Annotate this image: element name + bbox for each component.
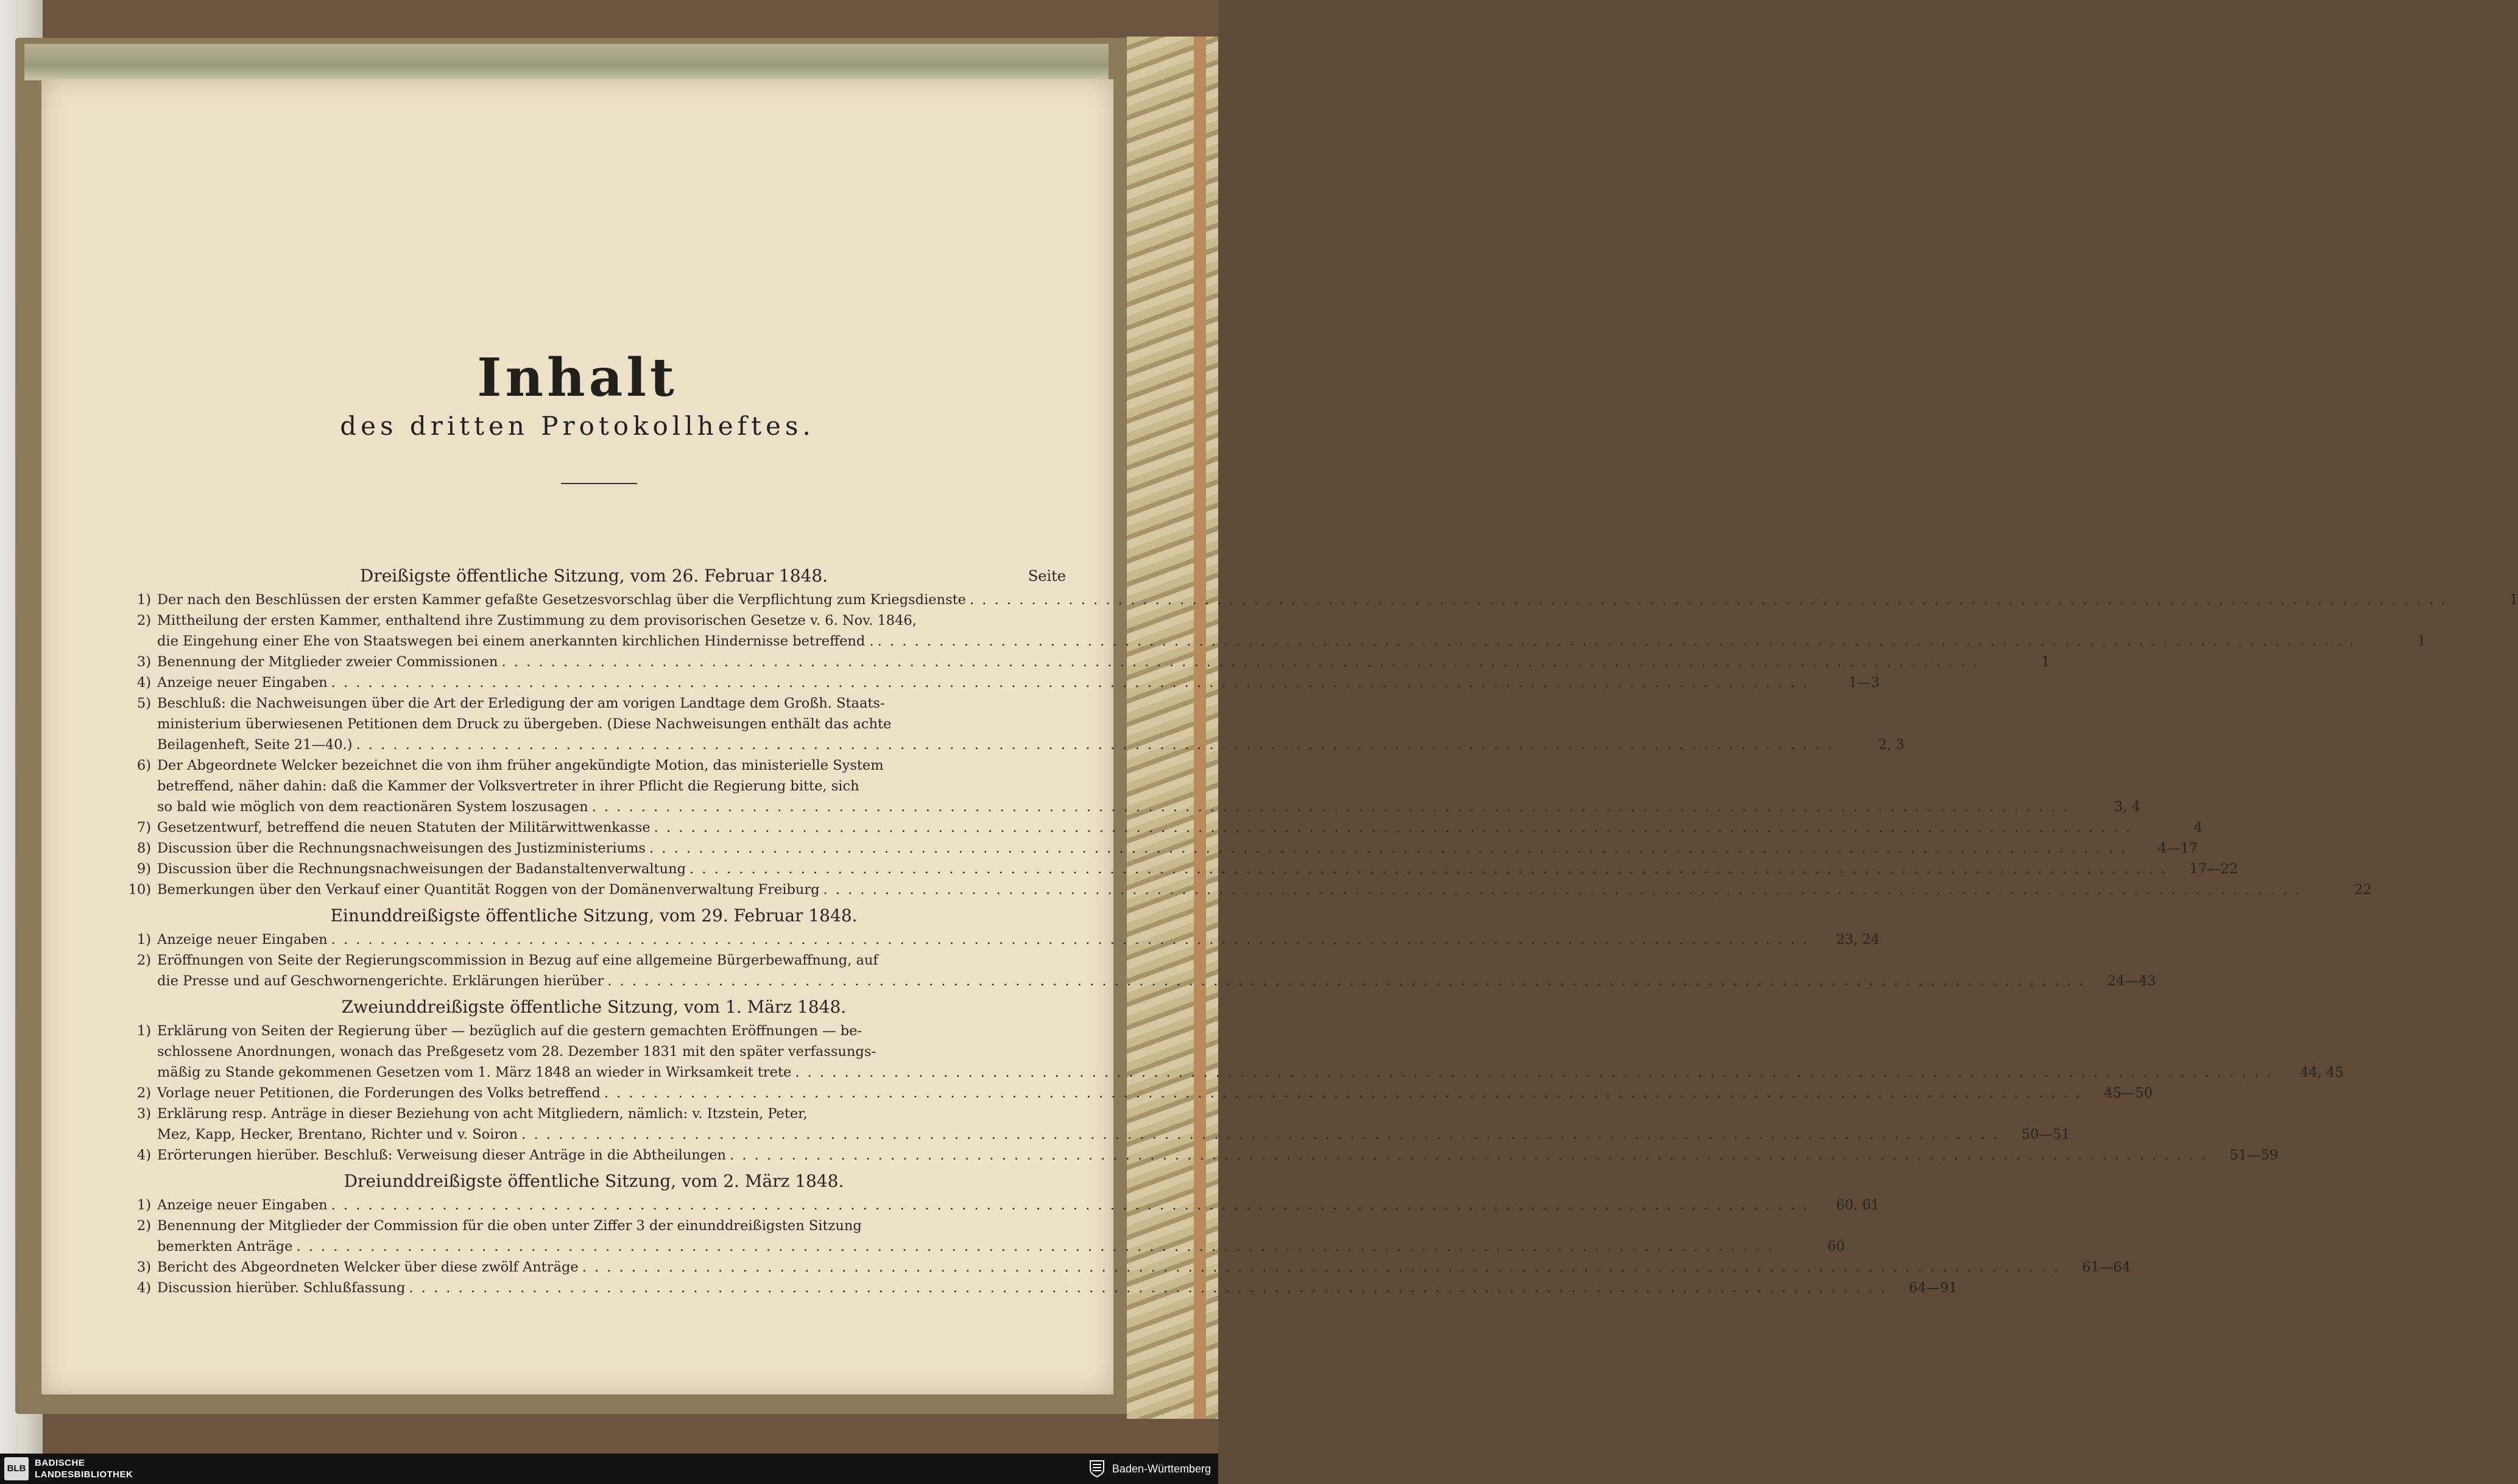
entry-text-line: bemerkten Anträge bbox=[157, 1239, 293, 1254]
page-column-label: Seite bbox=[1028, 568, 1066, 585]
dot-leader: . . . . . . . . . . . . . . . . . . . . . . . . . . . . . . . . . . . . . . . . . . . . . . . . . . . . . . . . . . . . . . . . . . . . . . . . . . . . . . . . . . . . . . . . . . . . . . . . . . . . . . . . . . . . . . . . . . . . . . . . bbox=[649, 840, 2128, 856]
toc-entry bbox=[122, 693, 1905, 755]
section-heading-text: Dreiunddreißigste öffentliche Sitzung, vom 2. März 1848. bbox=[344, 1171, 844, 1191]
entry-text-line: Erörterungen hierüber. Beschluß: Verweisung dieser Anträge in die Abtheilungen bbox=[157, 1147, 727, 1163]
dot-leader: . . . . . . . . . . . . . . . . . . . . . . . . . . . . . . . . . . . . . . . . . . . . . . . . . . . . . . . . . . . . . . . . . . . . . . . . . . . . . . . . . . . . . . . . . . . . . . . . . . . . . . . . . . . . . . . . . . . . . . . . bbox=[331, 932, 1809, 948]
entry-text-line: Discussion hierüber. Schlußfassung bbox=[157, 1280, 406, 1296]
entry-text-line: Mez, Kapp, Hecker, Brentano, Richter und v. Soiron bbox=[157, 1127, 518, 1142]
dot-leader: . . . . . . . . . . . . . . . . . . . . . . . . . . . . . . . . . . . . . . . . . . . . . . . . . . . . . . . . . . . . . . . . . . . . . . . . . . . . . . . . . . . . . . . . . . . . . . . . . . . . . . . . . . . . . . . . . . . . . . . . bbox=[877, 633, 2355, 649]
entry-text-line: Benennung der Mitglieder zweier Commissionen bbox=[157, 654, 498, 670]
coat-of-arms-icon bbox=[1089, 1460, 1105, 1478]
entry-page-ref: 22 bbox=[2354, 882, 2372, 898]
entry-text-line: Bemerkungen über den Verkauf einer Quantität Roggen von der Domänenverwaltung Freiburg bbox=[157, 882, 820, 898]
entry-page-ref: 2, 3 bbox=[1878, 737, 1905, 753]
dot-leader: . . . . . . . . . . . . . . . . . . . . . . . . . . . . . . . . . . . . . . . . . . . . . . . . . . . . . . . . . . . . . . . . . . . . . . . . . . . . . . . . . . . . . . . . . . . . . . . . . . . . . . . . . . . . . . . . . . . . . . . . bbox=[969, 592, 2448, 608]
entry-number: 2) bbox=[136, 1218, 151, 1234]
dot-leader: . . . . . . . . . . . . . . . . . . . . . . . . . . . . . . . . . . . . . . . . . . . . . . . . . . . . . . . . . . . . . . . . . . . . . . . . . . . . . . . . . . . . . . . . . . . . . . . . . . . . . . . . . . . . . . . . . . . . . . . . bbox=[331, 1197, 1809, 1213]
entry-text-line: Anzeige neuer Eingaben bbox=[157, 675, 328, 691]
dot-leader: . . . . . . . . . . . . . . . . . . . . . . . . . . . . . . . . . . . . . . . . . . . . . . . . . . . . . . . . . . . . . . . . . . . . . . . . . . . . . . . . . . . . . . . . . . . . . . . . . . . . . . . . . . . . . . . . . . . . . . . . bbox=[521, 1127, 2000, 1142]
entry-text-line: mäßig zu Stande gekommenen Gesetzen vom 1. März 1848 an wieder in Wirksamkeit trete bbox=[157, 1064, 792, 1080]
book-cover-top-edge bbox=[24, 44, 1109, 80]
toc-entry bbox=[122, 950, 2156, 991]
entry-page-ref: 4—17 bbox=[2157, 840, 2198, 856]
entry-text-line: betreffend, näher dahin: daß die Kammer der Volksvertreter in ihrer Pflicht die Regierung bitte, sich bbox=[157, 778, 859, 794]
entry-page-ref: 23, 24 bbox=[1836, 932, 1880, 948]
dot-leader: . . . . . . . . . . . . . . . . . . . . . . . . . . . . . . . . . . . . . . . . . . . . . . . . . . . . . . . . . . . . . . . . . . . . . . . . . . . . . . . . . . . . . . . . . . . . . . . . . . . . . . . . . . . . . . . . . . . . . . . . bbox=[331, 675, 1809, 691]
entry-number: 6) bbox=[136, 758, 151, 773]
entry-text-line: Gesetzentwurf, betreffend die neuen Statuten der Militärwittwenkasse bbox=[157, 820, 651, 835]
toc-entry bbox=[122, 610, 2426, 652]
toc-entry bbox=[122, 672, 1880, 693]
toc-entry bbox=[122, 838, 2198, 859]
page-title: Inhalt bbox=[477, 347, 678, 409]
entry-text-line: Beilagenheft, Seite 21—40.) bbox=[157, 737, 353, 753]
library-name-line1: BADISCHE bbox=[35, 1458, 85, 1468]
entry-text-line: Eröffnungen von Seite der Regierungscommission in Bezug auf eine allgemeine Bürgerbewaffnung, auf bbox=[157, 952, 878, 968]
entry-number: 3) bbox=[136, 654, 151, 670]
entry-page-ref: 60. 61 bbox=[1836, 1197, 1880, 1213]
entry-number: 4) bbox=[136, 1147, 151, 1163]
dot-leader: . . . . . . . . . . . . . . . . . . . . . . . . . . . . . . . . . . . . . . . . . . . . . . . . . . . . . . . . . . . . . . . . . . . . . . . . . . . . . . . . . . . . . . . . . . . . . . . . . . . . . . . . . . . . . . . . . . . . . . . . bbox=[604, 1085, 2082, 1101]
entry-number: 5) bbox=[136, 695, 151, 711]
entry-number: 2) bbox=[136, 1085, 151, 1101]
entry-page-ref: 1 bbox=[2509, 592, 2518, 608]
entry-text-line: Beschluß: die Nachweisungen über die Art der Erledigung der am vorigen Landtage dem Großh. Staats- bbox=[157, 695, 885, 711]
toc-entry bbox=[122, 879, 2372, 900]
entry-text-line: Der nach den Beschlüssen der ersten Kammer gefaßte Gesetzesvorschlag über die Verpflichtung zum Kriegsdienste bbox=[157, 592, 966, 608]
entry-page-ref: 45—50 bbox=[2104, 1085, 2153, 1101]
section-heading-text: Dreißigste öffentliche Sitzung, vom 26. Februar 1848. bbox=[359, 566, 828, 586]
entry-page-ref: 1 bbox=[2417, 633, 2426, 649]
entry-number: 2) bbox=[136, 613, 151, 628]
entry-text-line: Bericht des Abgeordneten Welcker über diese zwölf Anträge bbox=[157, 1259, 579, 1275]
entry-text-line: Der Abgeordnete Welcker bezeichnet die von ihm früher angekündigte Motion, das ministerielle System bbox=[157, 758, 884, 773]
entry-page-ref: 1 bbox=[2041, 654, 2050, 670]
toc-entry bbox=[122, 817, 2203, 838]
dot-leader: . . . . . . . . . . . . . . . . . . . . . . . . . . . . . . . . . . . . . . . . . . . . . . . . . . . . . . . . . . . . . . . . . . . . . . . . . . . . . . . . . . . . . . . . . . . . . . . . . . . . . . . . . . . . . . . . . . . . . . . . bbox=[409, 1280, 1887, 1296]
table-of-contents bbox=[122, 560, 2518, 1298]
dot-leader: . . . . . . . . . . . . . . . . . . . . . . . . . . . . . . . . . . . . . . . . . . . . . . . . . . . . . . . . . . . . . . . . . . . . . . . . . . . . . . . . . . . . . . . . . . . . . . . . . . . . . . . . . . . . . . . . . . . . . . . . bbox=[591, 799, 2070, 815]
dot-leader: . . . . . . . . . . . . . . . . . . . . . . . . . . . . . . . . . . . . . . . . . . . . . . . . . . . . . . . . . . . . . . . . . . . . . . . . . . . . . . . . . . . . . . . . . . . . . . . . . . . . . . . . . . . . . . . . . . . . . . . . bbox=[607, 973, 2086, 989]
entry-number: 1) bbox=[136, 1197, 151, 1213]
entry-page-ref: 61—64 bbox=[2082, 1259, 2131, 1275]
dot-leader: . . . . . . . . . . . . . . . . . . . . . . . . . . . . . . . . . . . . . . . . . . . . . . . . . . . . . . . . . . . . . . . . . . . . . . . . . . . . . . . . . . . . . . . . . . . . . . . . . . . . . . . . . . . . . . . . . . . . . . . . bbox=[795, 1064, 2273, 1080]
dot-leader: . . . . . . . . . . . . . . . . . . . . . . . . . . . . . . . . . . . . . . . . . . . . . . . . . . . . . . . . . . . . . . . . . . . . . . . . . . . . . . . . . . . . . . . . . . . . . . . . . . . . . . . . . . . . . . . . . . . . . . . . bbox=[296, 1239, 1774, 1254]
dot-leader: . . . . . . . . . . . . . . . . . . . . . . . . . . . . . . . . . . . . . . . . . . . . . . . . . . . . . . . . . . . . . . . . . . . . . . . . . . . . . . . . . . . . . . . . . . . . . . . . . . . . . . . . . . . . . . . . . . . . . . . . bbox=[582, 1259, 2061, 1275]
section-heading-text: Einunddreißigste öffentliche Sitzung, vom 29. Februar 1848. bbox=[330, 906, 858, 926]
toc-entry bbox=[122, 1257, 2131, 1278]
entry-number: 10) bbox=[128, 882, 151, 898]
toc-entry bbox=[122, 1103, 2070, 1145]
toc-entry bbox=[122, 1145, 2279, 1166]
entry-page-ref: 1—3 bbox=[1848, 675, 1880, 691]
entry-page-ref: 24—43 bbox=[2107, 973, 2156, 989]
section-heading bbox=[122, 902, 1066, 929]
entry-text-line: Anzeige neuer Eingaben bbox=[157, 1197, 328, 1213]
entry-text-line: die Eingehung einer Ehe von Staatswegen bei einem anerkannten kirchlichen Hindernisse betreffend . bbox=[157, 633, 874, 649]
entry-number: 2) bbox=[136, 952, 151, 968]
entry-text-line: Discussion über die Rechnungsnachweisungen des Justizministeriums bbox=[157, 840, 646, 856]
library-name[interactable] bbox=[35, 1457, 133, 1480]
entry-number: 1) bbox=[136, 932, 151, 948]
entry-text-line: Anzeige neuer Eingaben bbox=[157, 932, 328, 948]
entry-number: 3) bbox=[136, 1259, 151, 1275]
dot-leader: . . . . . . . . . . . . . . . . . . . . . . . . . . . . . . . . . . . . . . . . . . . . . . . . . . . . . . . . . . . . . . . . . . . . . . . . . . . . . . . . . . . . . . . . . . . . . . . . . . . . . . . . . . . . . . . . . . . . . . . . bbox=[730, 1147, 2208, 1163]
entry-text-line: so bald wie möglich von dem reactionären System loszusagen bbox=[157, 799, 588, 815]
entry-text-line: Vorlage neuer Petitionen, die Forderungen des Volks betreffend bbox=[157, 1085, 601, 1101]
entry-number: 7) bbox=[136, 820, 151, 835]
section-heading bbox=[122, 994, 1066, 1021]
viewer-footer-bar bbox=[0, 1454, 1218, 1484]
toc-entry bbox=[122, 1278, 1958, 1298]
entry-page-ref: 60 bbox=[1827, 1239, 1845, 1254]
entry-number: 3) bbox=[136, 1106, 151, 1122]
entry-number: 1) bbox=[136, 1023, 151, 1039]
dot-leader: . . . . . . . . . . . . . . . . . . . . . . . . . . . . . . . . . . . . . . . . . . . . . . . . . . . . . . . . . . . . . . . . . . . . . . . . . . . . . . . . . . . . . . . . . . . . . . . . . . . . . . . . . . . . . . . . . . . . . . . . bbox=[356, 737, 1834, 753]
section-heading-text: Zweiunddreißigste öffentliche Sitzung, vom 1. März 1848. bbox=[341, 997, 847, 1017]
entry-page-ref: 64—91 bbox=[1908, 1280, 1958, 1296]
title-rule bbox=[561, 483, 637, 484]
section-heading bbox=[122, 1168, 1066, 1195]
entry-text-line: Discussion über die Rechnungsnachweisungen der Badanstaltenverwaltung bbox=[157, 861, 686, 877]
toc-entry bbox=[122, 929, 1880, 950]
toc-entry bbox=[122, 1021, 2344, 1083]
dot-leader: . . . . . . . . . . . . . . . . . . . . . . . . . . . . . . . . . . . . . . . . . . . . . . . . . . . . . . . . . . . . . . . . . . . . . . . . . . . . . . . . . . . . . . . . . . . . . . . . . . . . . . . . . . . . . . . . . . . . . . . . bbox=[654, 820, 2132, 835]
entry-page-ref: 51—59 bbox=[2229, 1147, 2279, 1163]
toc-entry bbox=[122, 1195, 1880, 1215]
entry-number: 4) bbox=[136, 675, 151, 691]
entry-text-line: Erklärung von Seiten der Regierung über — bezüglich auf die gestern gemachten Eröffnungen — be- bbox=[157, 1023, 862, 1039]
toc-entry bbox=[122, 755, 2140, 817]
entry-text-line: Mittheilung der ersten Kammer, enthaltend ihre Zustimmung zu dem provisorischen Gesetze v. 6. Nov. 1846, bbox=[157, 613, 917, 628]
toc-entry bbox=[122, 652, 2050, 672]
entry-page-ref: 50—51 bbox=[2021, 1127, 2070, 1142]
toc-entry bbox=[122, 1215, 1845, 1257]
dot-leader: . . . . . . . . . . . . . . . . . . . . . . . . . . . . . . . . . . . . . . . . . . . . . . . . . . . . . . . . . . . . . . . . . . . . . . . . . . . . . . . . . . . . . . . . . . . . . . . . . . . . . . . . . . . . . . . . . . . . . . . . bbox=[823, 882, 2301, 898]
toc-entry bbox=[122, 859, 2238, 879]
entry-page-ref: 4 bbox=[2193, 820, 2203, 835]
entry-text-line: ministerium überwiesenen Petitionen dem Druck zu übergeben. (Diese Nachweisungen enthält das achte bbox=[157, 716, 892, 732]
entry-text-line: Benennung der Mitglieder der Commission für die oben unter Ziffer 3 der einunddreißigsten Sitzung bbox=[157, 1218, 862, 1234]
entry-number: 8) bbox=[136, 840, 151, 856]
entry-number: 9) bbox=[136, 861, 151, 877]
dot-leader: . . . . . . . . . . . . . . . . . . . . . . . . . . . . . . . . . . . . . . . . . . . . . . . . . . . . . . . . . . . . . . . . . . . . . . . . . . . . . . . . . . . . . . . . . . . . . . . . . . . . . . . . . . . . . . . . . . . . . . . . bbox=[501, 654, 1980, 670]
blb-logo[interactable]: BLB bbox=[4, 1457, 29, 1480]
entry-page-ref: 3, 4 bbox=[2114, 799, 2140, 815]
partner-name[interactable]: Baden-Württemberg bbox=[1112, 1463, 1211, 1475]
book-page bbox=[41, 79, 2518, 1394]
section-heading bbox=[122, 563, 1066, 589]
toc-entry bbox=[122, 1083, 2153, 1103]
entry-text-line: schlossene Anordnungen, wonach das Preßgesetz vom 28. Dezember 1831 mit den später verfassungs- bbox=[157, 1044, 876, 1060]
entry-text-line: die Presse und auf Geschwornengerichte. Erklärungen hierüber bbox=[157, 973, 604, 989]
entry-page-ref: 17—22 bbox=[2189, 861, 2238, 877]
page-subtitle: des dritten Protokollheftes. bbox=[340, 411, 815, 441]
toc-entry bbox=[122, 589, 2518, 610]
entry-text-line: Erklärung resp. Anträge in dieser Beziehung von acht Mitgliedern, nämlich: v. Itzstein, Peter, bbox=[157, 1106, 808, 1122]
entry-number: 4) bbox=[136, 1280, 151, 1296]
entry-page-ref: 44, 45 bbox=[2300, 1064, 2344, 1080]
dot-leader: . . . . . . . . . . . . . . . . . . . . . . . . . . . . . . . . . . . . . . . . . . . . . . . . . . . . . . . . . . . . . . . . . . . . . . . . . . . . . . . . . . . . . . . . . . . . . . . . . . . . . . . . . . . . . . . . . . . . . . . . bbox=[689, 861, 2168, 877]
library-name-line2: LANDESBIBLIOTHEK bbox=[35, 1469, 133, 1480]
entry-number: 1) bbox=[136, 592, 151, 608]
